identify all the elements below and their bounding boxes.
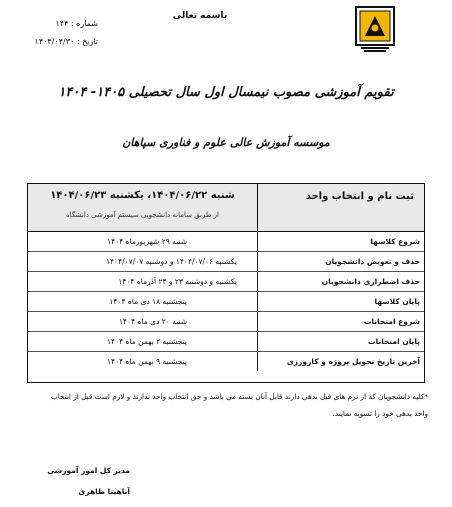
row-event: حذف و تعویض دانشجویان: [325, 257, 420, 266]
debt-note: *کلیه دانشجویان که از ترم های قبل بدهی دارند قابل آنان بسته می باشد و حق انتخاب واحد ندارند و لازم است قبل از انتخاب واحد بدهی خود را تسویه نمایند.: [50, 392, 428, 418]
page-title: تقویم آموزشی مصوب نیمسال اول سال تحصیلی ۱۴۰۵- ۱۴۰۴: [58, 85, 394, 100]
registration-system-note: از طریق سامانه دانشجویی سیستم آموزشی دانشگاه: [66, 211, 219, 219]
registration-event: ثبت نام و انتخاب واحد: [305, 191, 414, 202]
institute-name: موسسه آموزش عالی علوم و فناوری سپاهان: [122, 136, 330, 149]
table-row: [28, 352, 424, 371]
row-date: شنبه ۲۰ دی ماه ۱۴۰۴: [28, 312, 258, 331]
letter-date: تاریخ : ۱۴۰۴/۰۴/۳۰: [34, 37, 98, 46]
institute-logo: [355, 6, 395, 54]
row-date: شنبه ۲۹ شهریورماه ۱۴۰۴: [28, 232, 258, 251]
table-row: [28, 272, 424, 292]
header-event-cell: [258, 184, 424, 231]
calendar-table: [27, 183, 425, 383]
row-event: پایان کلاسها: [374, 297, 420, 306]
table-row: [28, 332, 424, 352]
row-date: یکشنبه ۱۴۰۴/۰۷/۰۶ و دوشنبه ۱۴۰۴/۰۷/۰۷: [28, 252, 258, 271]
bismillah: باسمه تعالی: [172, 11, 228, 21]
registration-dates: شنبه ۱۴۰۴/۰۶/۲۲، یکشنبه ۱۴۰۴/۰۶/۲۳: [50, 190, 235, 201]
row-date: پنجشنبه ۲ بهمن ماه ۱۴۰۴: [28, 332, 258, 351]
row-date: پنجشنبه ۹ بهمن ماه ۱۴۰۴: [28, 352, 258, 371]
letter-meta: [8, 15, 98, 51]
table-row: [28, 232, 424, 252]
row-event: حذف اضطراری دانشجویان: [321, 277, 420, 286]
row-event: شروع امتحانات: [363, 317, 420, 326]
signature-block: [30, 460, 130, 502]
header-dates-cell: [28, 184, 258, 231]
row-date: یکشنبه و دوشنبه ۲۳ و ۲۴ آذرماه ۱۴۰۴: [28, 272, 258, 291]
table-row: [28, 252, 424, 272]
table-row: [28, 292, 424, 312]
row-date: پنجشنبه ۱۸ دی ماه ۱۴۰۴: [28, 292, 258, 311]
table-row: [28, 312, 424, 332]
row-event: آخرین تاریخ تحویل پروژه و کارورزی: [286, 357, 420, 366]
table-header: [28, 184, 424, 232]
row-event: پایان امتحانات: [368, 337, 420, 346]
letter-number: شماره : ۱۴۴: [55, 19, 98, 28]
signer-role: مدیر کل امور آموزشی: [47, 466, 130, 475]
row-event: شروع کلاسها: [370, 237, 420, 246]
signer-name: آناهیتا طاهری: [78, 487, 130, 496]
